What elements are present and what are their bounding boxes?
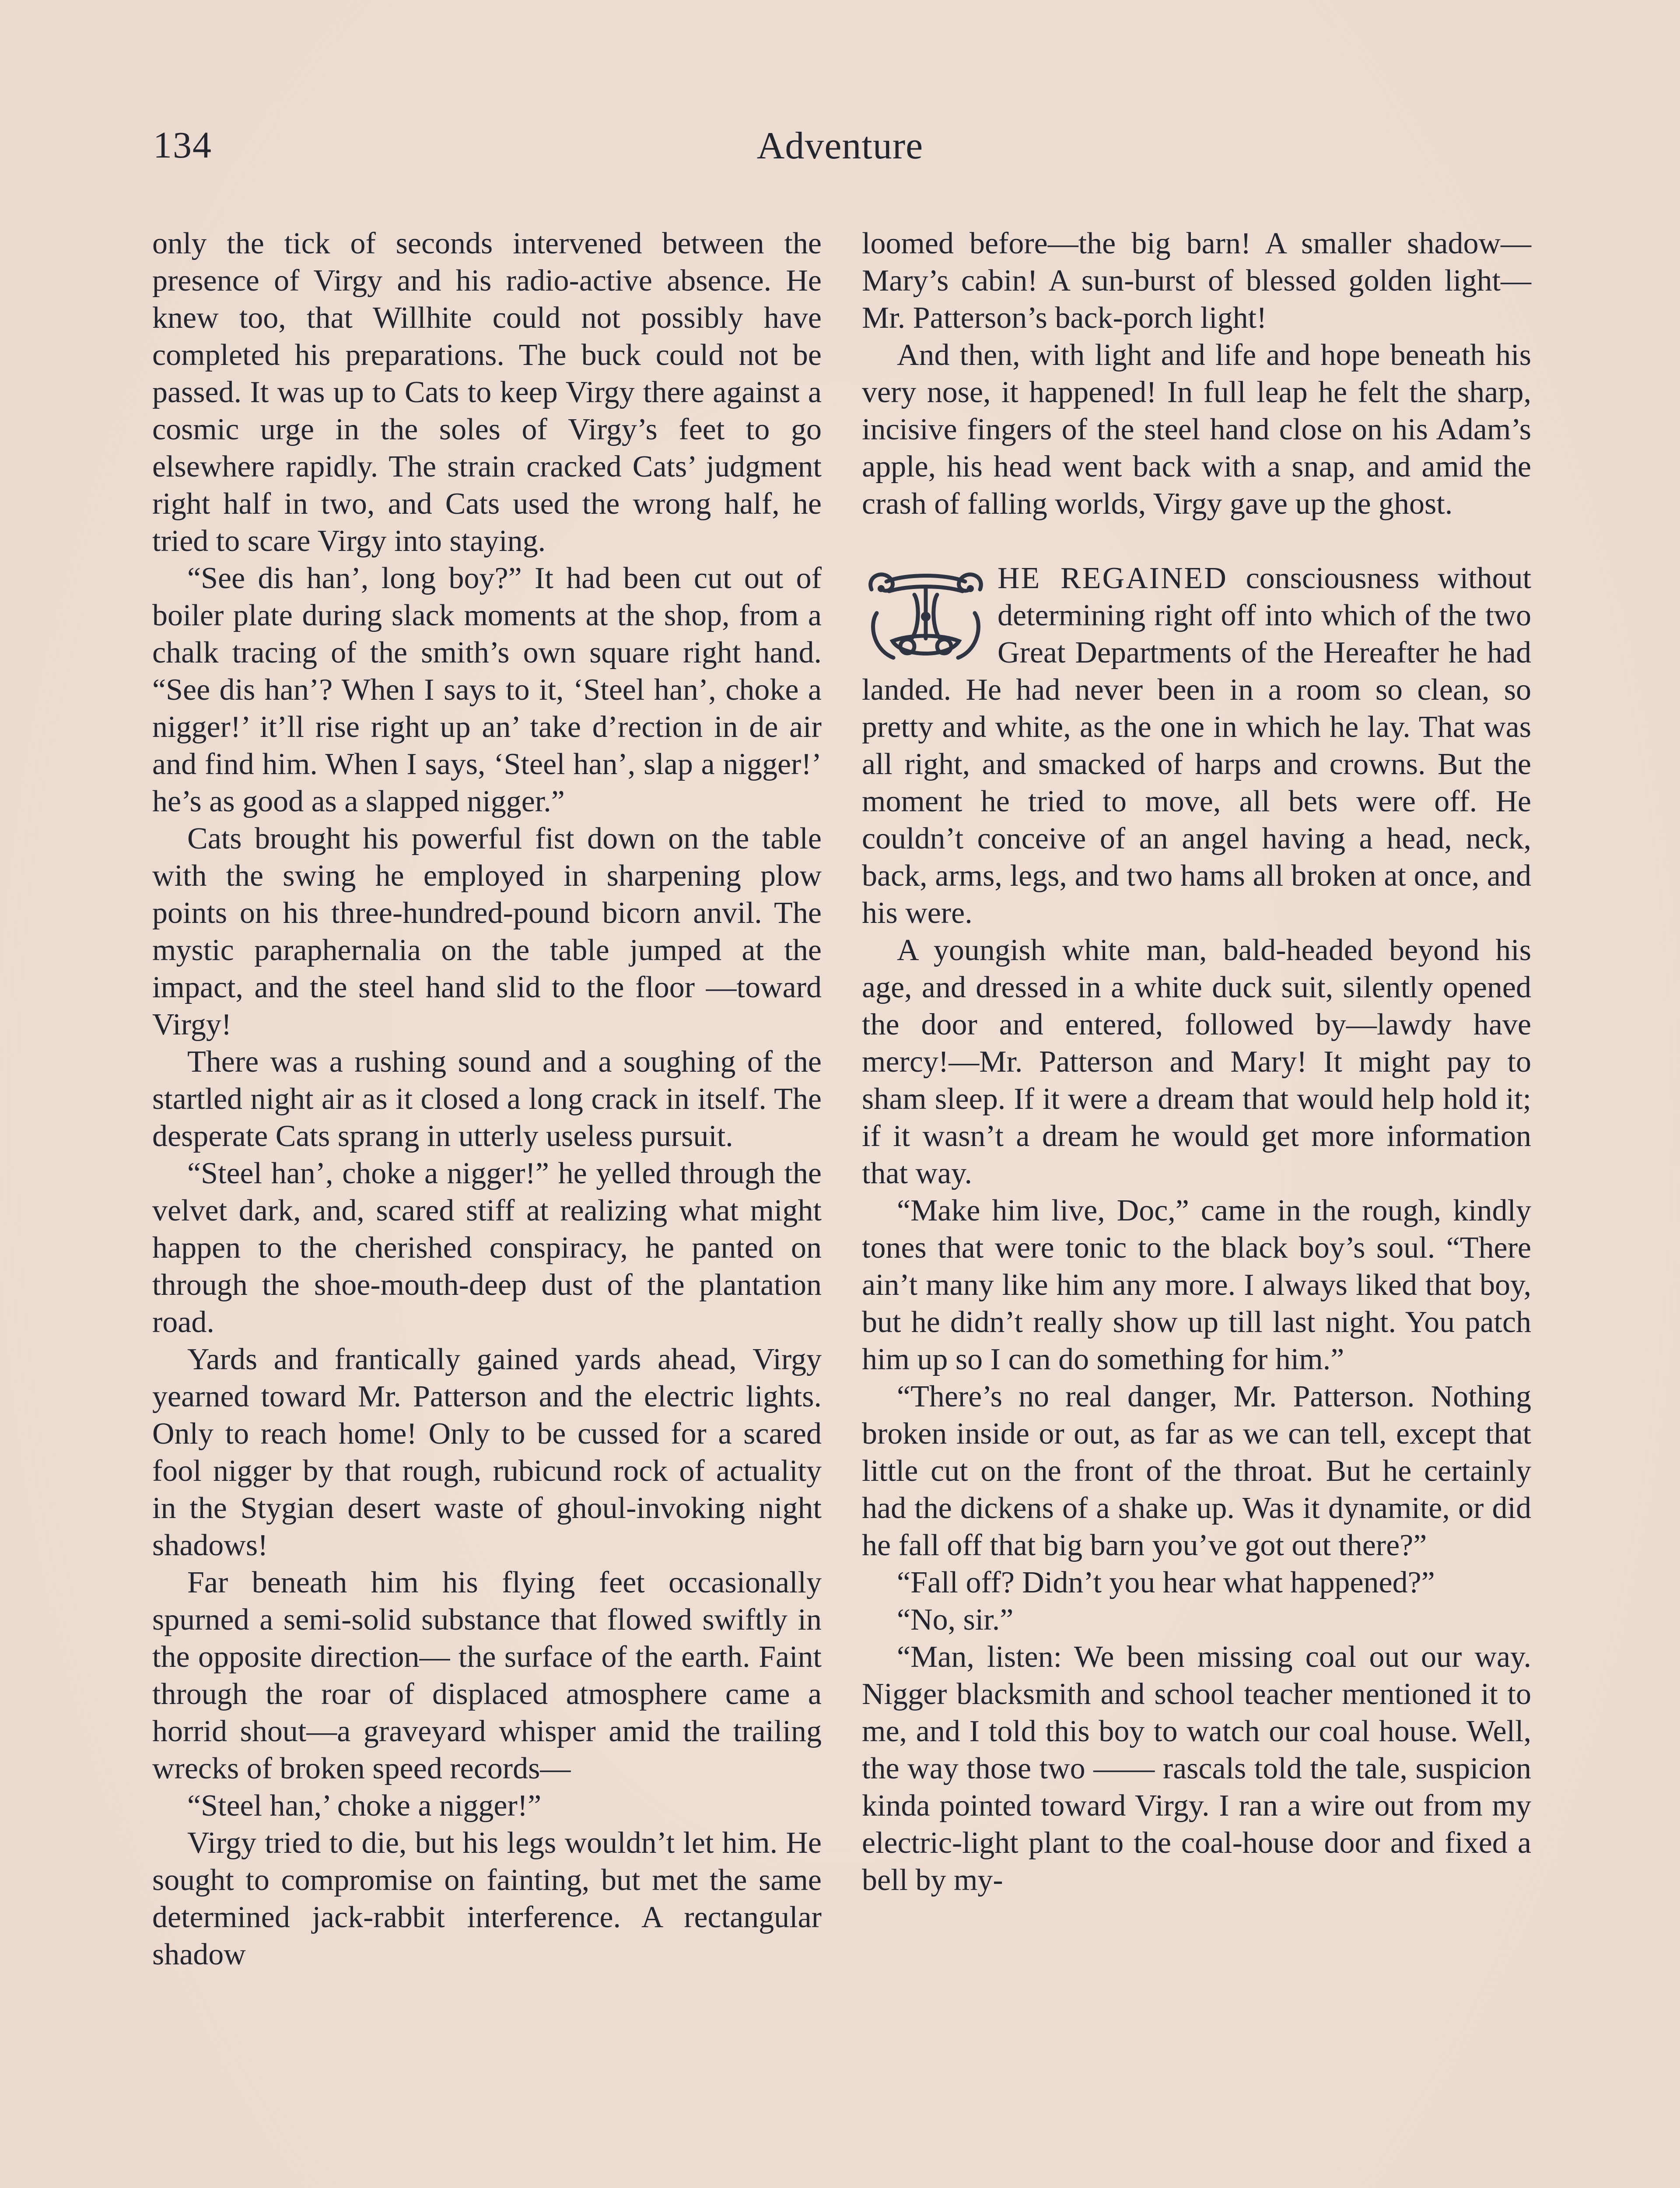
paragraph: “Man, listen: We been missing coal out our way. Nigger blacksmith and school teacher mentioned it to me, and I told this boy to watch our coal house. Well, the way those two —— rascals told the tale, suspicion kinda pointed toward Virgy. I ran a wire out from my electric-light plant to the coal-house door and fixed a bell by my- [862,1640,1531,1897]
left-column [152,225,822,1973]
section-break [862,522,1531,560]
paragraph: Yards and frantically gained yards ahead, Virgy yearned toward Mr. Patterson and the electric lights. Only to reach home! Only to be cussed for a scared fool nigger by that rough, rubicund rock of actuality in the Stygian desert waste of ghoul-invoking night shadows! [152,1343,822,1562]
ornamental-dropcap-icon [862,564,990,666]
paragraph: There was a rushing sound and a soughing of the startled night air as it closed a long crack in itself. The desperate Cats sprang in utterly useless pursuit. [152,1045,822,1153]
paragraph: “Steel han,’ choke a nigger!” [187,1789,542,1823]
paragraph: Cats brought his powerful fist down on the table with the swing he employed in sharpening plow points on his three-hundred-pound bicorn anvil. The mystic paraphernalia on the table jumped at the impact, and the steel hand slid to the floor —toward Virgy! [152,822,822,1041]
paragraph: “Make him live, Doc,” came in the rough, kindly tones that were tonic to the black boy’s soul. “There ain’t many like him any more. I always liked that boy, but he didn’t really show up till last night. You patch him up so I can do something for him.” [862,1194,1531,1376]
paragraph: Far beneath him his flying feet occasionally spurned a semi-solid substance that flowed swiftly in the opposite direction— the surface of the earth. Faint through the roar of displaced atmosphere came a horrid shout—a graveyard whisper amid the trailing wrecks of broken speed records— [152,1566,822,1785]
paragraph: A youngish white man, bald-headed beyond his age, and dressed in a white duck suit, silently opened the door and entered, followed by—lawdy have mercy!—Mr. Patterson and Mary! It might pay to sham sleep. If it were a dream that would help hold it; if it wasn’t a dream he would get more information that way. [862,933,1531,1190]
running-head-title: Adventure [756,125,924,167]
right-column [862,225,1531,1899]
paragraph: Virgy tried to die, but his legs wouldn’t let him. He sought to compromise on fainting, but met the same determined jack-rabbit interference. A rectangular shadow [152,1826,822,1971]
paragraph: “See dis han’, long boy?” It had been cut out of boiler plate during slack moments at the shop, from a chalk tracing of the smith’s own square right hand. “See dis han’? When I says to it, ‘Steel han’, choke a nigger!’ it’ll rise right up an’ take d’rection in de air and find him. When I says, ‘Steel han’, slap a nigger!’ he’s as good as a slapped nigger.” [152,561,822,818]
paragraph: “There’s no real danger, Mr. Patterson. Nothing broken inside or out, as far as we can tell, except that little cut on the front of the throat. But he certainly had the dickens of a shake up. Was it dynamite, or did he fall off that big barn you’ve got out there?” [862,1380,1531,1562]
paragraph: “Steel han’, choke a nigger!” he yelled through the velvet dark, and, scared stiff at realizing what might happen to the cherished conspiracy, he panted on through the shoe-mouth-deep dust of the plantation road. [152,1157,822,1339]
paragraph: And then, with light and life and hope beneath his very nose, it happened! In full leap he felt the sharp, incisive fingers of the steel hand close on his Adam’s apple, his head went back with a snap, and amid the crash of falling worlds, Virgy gave up the ghost. [862,338,1531,521]
paragraph: only the tick of seconds intervened between the presence of Virgy and his radio-active absence. He knew too, that Willhite could not possibly have completed his preparations. The buck could not be passed. It was up to Cats to keep Virgy there against a cosmic urge in the soles of Virgy’s feet to go elsewhere rapidly. The strain cracked Cats’ judgment right half in two, and Cats used the wrong half, he tried to scare Virgy into staying. [152,227,822,558]
lead-in-caps: HE REGAINED [998,561,1228,595]
page-number: 134 [153,124,212,166]
paragraph: loomed before—the big barn! A smaller shadow—Mary’s cabin! A sun-burst of blessed golden light—Mr. Patterson’s back-porch light! [862,227,1531,335]
paragraph: “Fall off? Didn’t you hear what happened?” [897,1566,1435,1599]
paragraph: “No, sir.” [897,1603,1014,1637]
paragraph-text: consciousness without determining right off into which of the two Great Departments of the Hereafter he had landed. He had never been in a room so clean, so pretty and white, as the one in which he lay. That was all right, and smacked of harps and crowns. But the moment he tried to move, all bets were off. He couldn’t conceive of an angel having a head, neck, back, arms, legs, and two hams all broken at once, and his were. [862,561,1531,930]
dropcap-paragraph [862,560,1531,932]
